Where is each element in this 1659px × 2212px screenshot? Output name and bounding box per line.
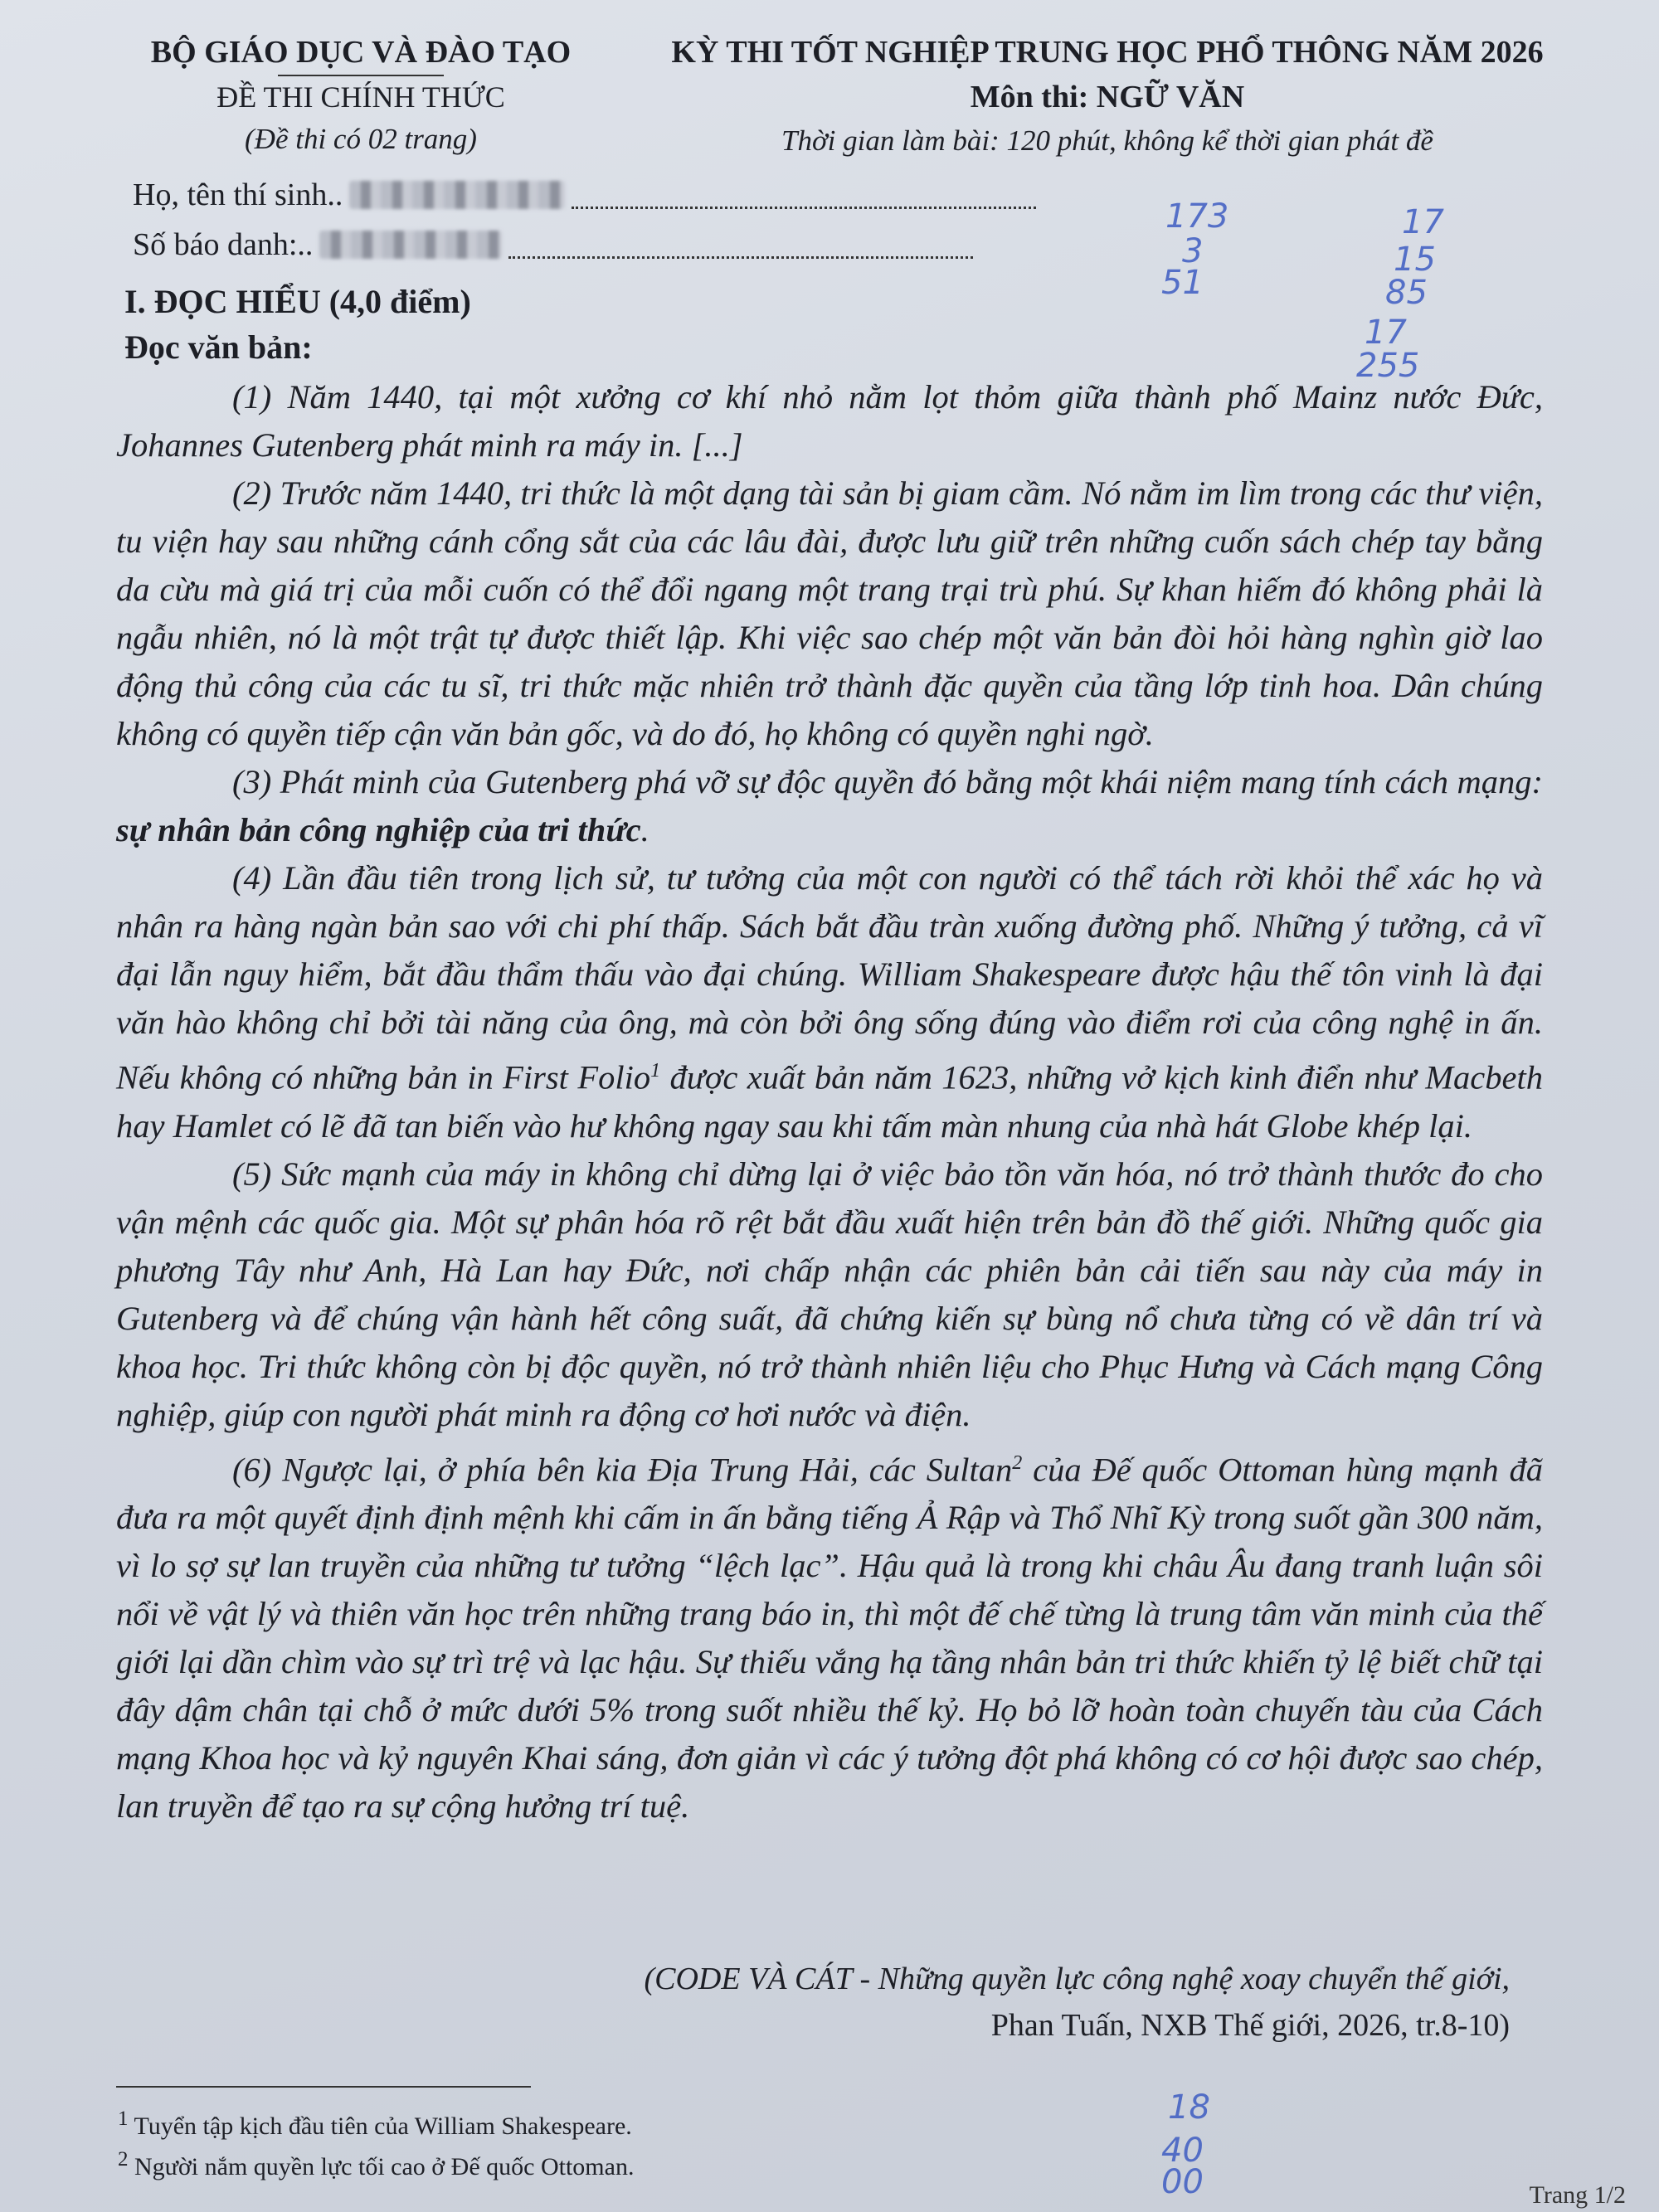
- ministry-name: BỘ GIÁO DỤC VÀ ĐÀO TẠO: [150, 35, 572, 70]
- paragraph-6: [116, 1439, 1543, 1831]
- candidate-name-label: Họ, tên thí sinh..: [133, 177, 343, 212]
- handwritten-note: 00: [1161, 2163, 1204, 2201]
- footnote-ref-1: 1: [650, 1060, 661, 1082]
- reading-passage: [116, 373, 1543, 1830]
- paragraph-6-text-end: của Đế quốc Ottoman hùng mạnh đã đưa ra một quyết định định mệnh khi cấm in ấn bằng tiếng Ả Rập và Thổ Nhĩ Kỳ trong suốt gần 300 năm, vì lo sợ sự lan truyền của những tư tưởng “lệch lạc”. Hậu quả là trong khi châu Âu đang tranh luận sôi nổi về vật lý và thiên văn học trên những trang báo in, thì một đế chế từng là trung tâm văn minh của thế giới lại dần chìm vào sự trì trệ và lạc hậu. Sự thiếu vắng hạ tầng nhân bản tri thức khiến tỷ lệ biết chữ tại đây dậm chân tại chỗ ở mức dưới 5% trong suốt nhiều thế kỷ. Họ bỏ lỡ hoàn toàn chuyến tàu của Cách mạng Khoa học và kỷ nguyên Khai sáng, đơn giản vì các ý tưởng đột phá không có cơ hội được sao chép, lan truyền để tạo ra sự cộng hưởng trí tuệ.: [116, 1451, 1543, 1825]
- section-title: I. ĐỌC HIỂU (4,0 điểm): [124, 283, 471, 320]
- header-left: [116, 30, 606, 161]
- candidate-id-field[interactable]: [508, 231, 973, 259]
- section-subtitle: Đọc văn bản:: [124, 328, 313, 366]
- handwritten-note: 173: [1165, 197, 1229, 236]
- source-title: (CODE VÀ CÁT - Những quyền lực công nghệ xoay chuyển thế giới,: [644, 1962, 1510, 1996]
- handwritten-note: 255: [1356, 347, 1420, 385]
- footnote-1-mark: 1: [118, 2107, 129, 2130]
- handwritten-note: 51: [1161, 264, 1204, 302]
- footnote-2: [118, 2143, 634, 2184]
- candidate-info: [133, 170, 1036, 270]
- exam-time: Thời gian làm bài: 120 phút, không kể thời gian phát đề: [781, 124, 1433, 157]
- candidate-name-field[interactable]: [572, 182, 1036, 209]
- footnote-2-text: Người nắm quyền lực tối cao ở Đế quốc Ottoman.: [128, 2153, 635, 2180]
- paragraph-4-text-end: được xuất bản năm 1623, những vở kịch kinh điển như Macbeth hay Hamlet có lẽ đã tan biến vào hư không ngay sau khi tấm màn nhung của nhà hát Globe khép lại.: [116, 1058, 1543, 1145]
- paragraph-3: [116, 758, 1543, 854]
- paragraph-4: [116, 854, 1543, 1150]
- paragraph-6-text: (6) Ngược lại, ở phía bên kia Địa Trung Hải, các Sultan: [232, 1451, 1013, 1488]
- redacted-name: [349, 181, 565, 209]
- paragraph-3-emphasis: sự nhân bản công nghiệp của tri thức: [116, 811, 641, 848]
- footnote-1-text: Tuyển tập kịch đầu tiên của William Shakespeare.: [128, 2112, 632, 2140]
- official-label: ĐỀ THI CHÍNH THỨC: [216, 80, 505, 114]
- source-citation: [348, 1956, 1510, 2049]
- page-number: Trang 1/2: [1529, 2181, 1626, 2209]
- paragraph-1: (1) Năm 1440, tại một xưởng cơ khí nhỏ nằm lọt thỏm giữa thành phố Mainz nước Đức, Johannes Gutenberg phát minh ra máy in. [...]: [116, 378, 1543, 464]
- handwritten-note: 17: [1402, 203, 1444, 241]
- footnote-1: [118, 2103, 634, 2143]
- footnotes: [118, 2103, 634, 2184]
- footnote-2-mark: 2: [118, 2148, 129, 2171]
- exam-title: KỲ THI TỐT NGHIỆP TRUNG HỌC PHỔ THÔNG NĂM 2026: [671, 35, 1544, 70]
- handwritten-note: 3: [1182, 232, 1204, 270]
- footnote-divider: [116, 2086, 531, 2088]
- footnote-ref-2: 2: [1012, 1451, 1023, 1474]
- handwritten-note: 40: [1161, 2132, 1204, 2170]
- paragraph-3-text: (3) Phát minh của Gutenberg phá vỡ sự độc quyền đó bằng một khái niệm mang tính cách mạng:: [232, 763, 1543, 800]
- subject-label: Môn thi: NGỮ VĂN: [970, 80, 1245, 114]
- header-right: [630, 30, 1584, 163]
- candidate-name-row: [133, 170, 1036, 220]
- source-publisher: Phan Tuấn, NXB Thế giới, 2026, tr.8-10): [990, 2008, 1510, 2043]
- paragraph-4-text: (4) Lần đầu tiên trong lịch sử, tư tưởng của một con người có thể tách rời khỏi thể xác họ và nhân ra hàng ngàn bản sao với chi phí thấp. Sách bắt đầu tràn xuống đường phố. Những ý tưởng, cả vĩ đại lẫn nguy hiểm, bắt đầu thẩm thấu vào đại chúng. William Shakespeare được hậu thế tôn vinh là đại văn hào không chỉ bởi tài năng của ông, mà còn bởi ông sống đúng vào điểm rơi của công nghệ in ấn. Nếu không có những bản in First Folio: [116, 859, 1543, 1096]
- redacted-id: [319, 231, 502, 259]
- handwritten-note: 85: [1385, 274, 1428, 312]
- candidate-id-row: [133, 220, 1036, 270]
- paragraph-3-end: .: [640, 811, 649, 848]
- paragraph-5: (5) Sức mạnh của máy in không chỉ dừng lại ở việc bảo tồn văn hóa, nó trở thành thước đo cho vận mệnh các quốc gia. Một sự phân hóa rõ rệt bắt đầu xuất hiện trên bản đồ thế giới. Những quốc gia phương Tây như Anh, Hà Lan hay Đức, nơi chấp nhận các phiên bản cải tiến sau này của máy in Gutenberg và để chúng vận hành hết công suất, đã chứng kiến sự bùng nổ chưa từng có về dân trí và khoa học. Tri thức không còn bị độc quyền, nó trở thành nhiên liệu cho Phục Hưng và Cách mạng Công nghiệp, giúp con người phát minh ra động cơ hơi nước và điện.: [116, 1155, 1543, 1433]
- handwritten-note: 15: [1394, 241, 1436, 279]
- candidate-id-label: Số báo danh:..: [133, 227, 314, 262]
- pages-note: (Đề thi có 02 trang): [245, 123, 477, 155]
- paragraph-2: (2) Trước năm 1440, tri thức là một dạng tài sản bị giam cầm. Nó nằm im lìm trong các thư viện, tu viện hay sau những cánh cổng sắt của các lâu đài, được lưu giữ trên những cuốn sách chép tay bằng da cừu mà giá trị của mỗi cuốn có thể đổi ngang một trang trại trù phú. Sự khan hiếm đó không phải là ngẫu nhiên, nó là một trật tự được thiết lập. Khi việc sao chép một văn bản đòi hỏi hàng nghìn giờ lao động thủ công của các tu sĩ, tri thức mặc nhiên trở thành đặc quyền của tầng lớp tinh hoa. Dân chúng không có quyền tiếp cận văn bản gốc, và do đó, họ không có quyền nghi ngờ.: [116, 474, 1543, 752]
- handwritten-note: 18: [1168, 2088, 1210, 2127]
- handwritten-note: 17: [1365, 314, 1407, 352]
